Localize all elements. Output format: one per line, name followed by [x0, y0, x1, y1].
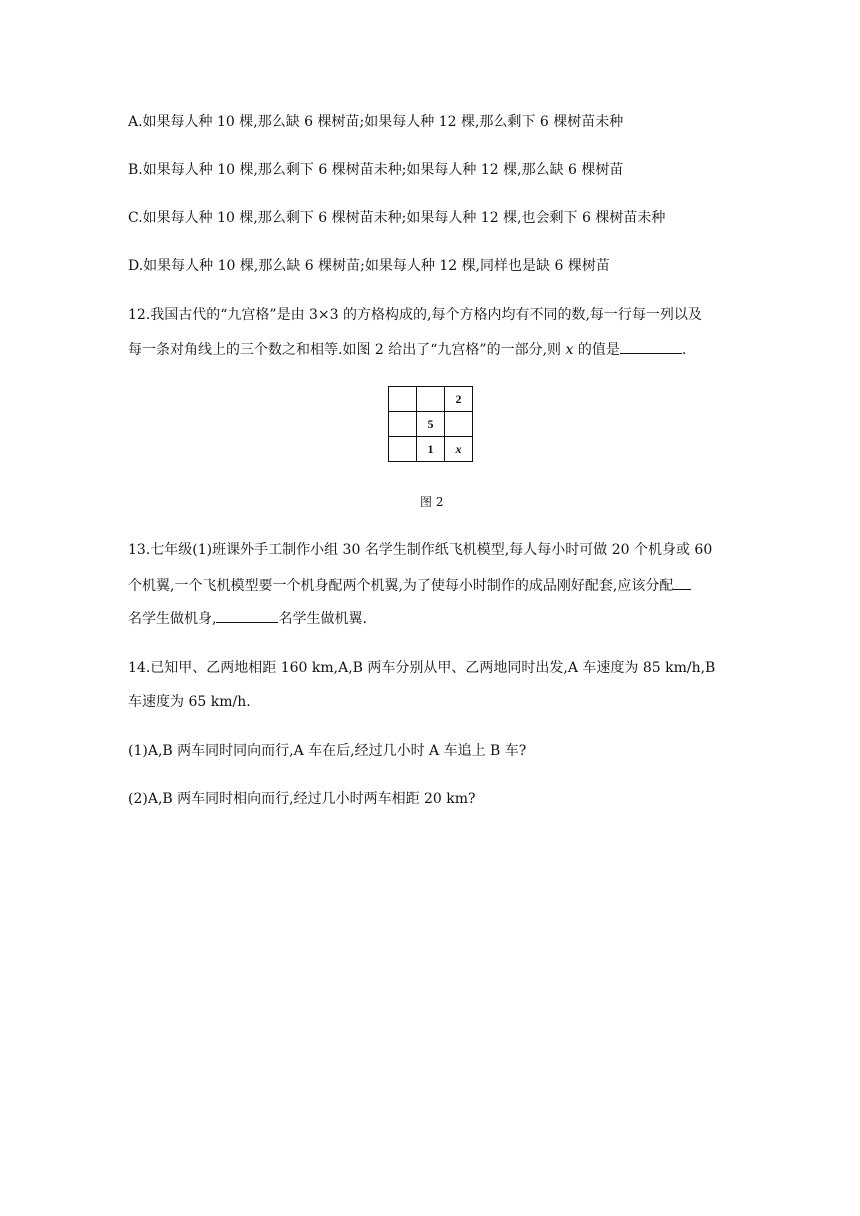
q13-line2-text: 个机翼,一个飞机模型要一个机身配两个机翼,为了使每小时制作的成品刚好配套,应该分配 — [128, 578, 674, 594]
q13-line2 — [128, 575, 691, 596]
q14-part2: (2)A,B 两车同时相向而行,经过几小时两车相距 20 km? — [128, 791, 476, 807]
q12-answer-blank — [620, 339, 682, 354]
option-d: D.如果每人种 10 棵,那么缺 6 棵树苗;如果每人种 12 棵,同样也是缺 6 棵树苗 — [128, 258, 610, 274]
grid-cell: 2 — [445, 387, 473, 412]
grid-row — [389, 437, 473, 462]
option-b: B.如果每人种 10 棵,那么剩下 6 棵树苗未种;如果每人种 12 棵,那么缺 6 棵树苗 — [128, 162, 624, 178]
grid-row — [389, 387, 473, 412]
q12-variable-x: x — [565, 342, 574, 358]
q14-part1: (1)A,B 两车同时同向而行,A 车在后,经过几小时 A 车追上 B 车? — [128, 743, 527, 759]
q13-line3-text-a: 名学生做机身, — [128, 611, 217, 627]
q12-line2-text-b: 的值是 — [573, 342, 620, 358]
grid-cell — [389, 412, 417, 437]
q13-blank-2 — [216, 608, 278, 623]
grid-cell — [389, 437, 417, 462]
grid-cell — [417, 387, 445, 412]
nine-palace-grid — [388, 386, 473, 462]
q13-line3 — [128, 608, 367, 629]
grid-cell: 5 — [417, 412, 445, 437]
grid-row — [389, 412, 473, 437]
option-a: A.如果每人种 10 棵,那么缺 6 棵树苗;如果每人种 12 棵,那么剩下 6 棵树苗未种 — [128, 114, 624, 130]
q12-line2 — [128, 339, 686, 360]
grid-cell — [445, 412, 473, 437]
grid-cell — [389, 387, 417, 412]
q12-line2-text-a: 每一条对角线上的三个数之和相等.如图 2 给出了“九宫格”的一部分,则 — [128, 342, 566, 358]
option-c: C.如果每人种 10 棵,那么剩下 6 棵树苗未种;如果每人种 12 棵,也会剩下 6 棵树苗未种 — [128, 210, 666, 226]
q13-line1: 13.七年级(1)班课外手工制作小组 30 名学生制作纸飞机模型,每人每小时可做 20 个机身或 60 — [128, 542, 713, 558]
q14-line1: 14.已知甲、乙两地相距 160 km,A,B 两车分别从甲、乙两地同时出发,A 车速度为 85 km/h,B — [128, 660, 716, 676]
grid-cell: 1 — [417, 437, 445, 462]
q12-line1: 12.我国古代的“九宫格”是由 3×3 的方格构成的,每个方格内均有不同的数,每一行每一列以及 — [128, 307, 702, 323]
q14-line2: 车速度为 65 km/h. — [128, 694, 251, 710]
grid-cell: x — [445, 437, 473, 462]
q13-line3-text-b: 名学生做机翼. — [278, 611, 367, 627]
q12-line2-end: . — [681, 342, 687, 358]
q13-blank-1 — [673, 575, 691, 590]
figure-caption: 图 2 — [420, 495, 444, 509]
